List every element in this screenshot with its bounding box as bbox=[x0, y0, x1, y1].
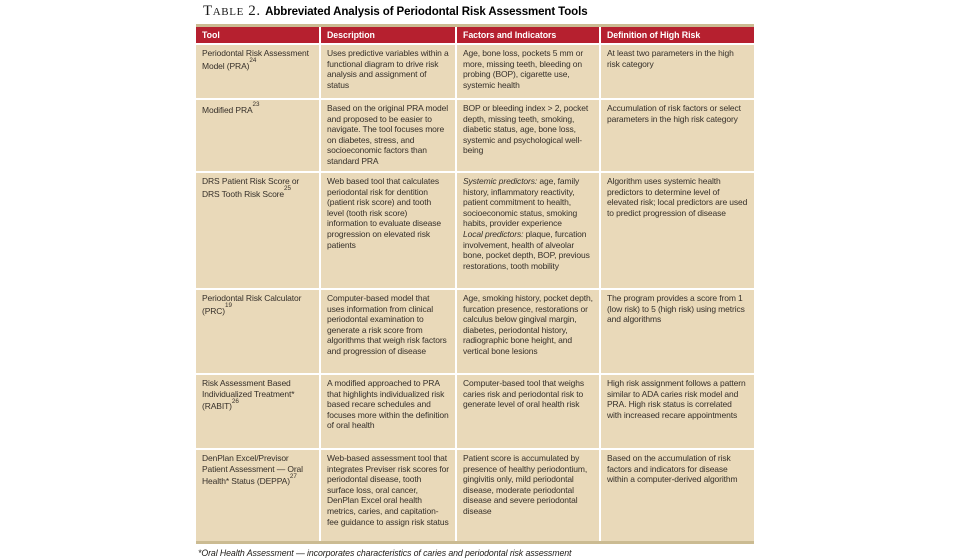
factors-cell: Patient score is accumulated by presence of healthy periodontium, gingivitis only, mild periodontal disease, moderate periodontal disease and severe periodontal disease bbox=[456, 449, 600, 543]
factors-cell: Age, bone loss, pockets 5 mm or more, missing teeth, bleeding on probing (BOP), cigarette use, systemic health bbox=[456, 44, 600, 99]
description-cell: Uses predictive variables within a functional diagram to drive risk analysis and assignment of status bbox=[320, 44, 456, 99]
table-figure bbox=[196, 3, 756, 558]
tool-cell bbox=[196, 449, 320, 543]
factors-cell bbox=[456, 172, 600, 289]
description-cell: Web based tool that calculates periodontal risk for dentition (patient risk score) and tooth level (tooth risk score) information to evaluate disease progression on elevated risk patients bbox=[320, 172, 456, 289]
table-row bbox=[196, 374, 754, 449]
systemic-predictors bbox=[463, 176, 593, 229]
tool-name: Modified PRA bbox=[202, 104, 253, 115]
description-cell: Based on the original PRA model and proposed to be easier to navigate. The tool focuses more on diabetes, stress, and socioeconomic factors than standard PRA bbox=[320, 99, 456, 172]
tool-citation: 27 bbox=[289, 472, 297, 480]
tool-citation: 24 bbox=[249, 57, 257, 64]
tool-name: DenPlan Excel/Previsor Patient Assessment — Oral Health* Status (DEPPA) bbox=[202, 453, 303, 487]
table-row bbox=[196, 44, 754, 99]
high-risk-cell: High risk assignment follows a pattern similar to ADA caries risk model and PRA. High risk status is correlated with increased recare appointments bbox=[600, 374, 754, 449]
tool-name: DRS Patient Risk Score or DRS Tooth Risk Score bbox=[202, 176, 300, 199]
table-row bbox=[196, 449, 754, 543]
high-risk-cell: At least two parameters in the high risk category bbox=[600, 44, 754, 99]
table-row bbox=[196, 172, 754, 289]
high-risk-cell: Based on the accumulation of risk factors and indicators for disease within a computer-derived algorithm bbox=[600, 449, 754, 543]
description-cell: Computer-based model that uses information from clinical periodontal examination to generate a risk score from algorithms that weigh risk factors and progression of disease bbox=[320, 289, 456, 374]
factors-cell: Computer-based tool that weighs caries risk and periodontal risk to generate level of oral health risk bbox=[456, 374, 600, 449]
description-cell: Web-based assessment tool that integrates Previser risk scores for periodontal disease, tooth surface loss, oral cancer, DenPlan Excel oral health metrics, caries, and capitation-fee guidance to assign risk status bbox=[320, 449, 456, 543]
tool-citation: 19 bbox=[225, 302, 233, 309]
risk-assessment-table bbox=[196, 24, 754, 544]
tool-cell bbox=[196, 99, 320, 172]
table-number-label: Table 2. bbox=[203, 3, 261, 19]
local-predictors-text: plaque, furcation involvement, health of alveolar bone, pocket depth, BOP, previous restorations, tooth mobility bbox=[463, 228, 590, 271]
tool-cell bbox=[196, 289, 320, 374]
header-description: Description bbox=[320, 26, 456, 45]
header-high-risk: Definition of High Risk bbox=[600, 26, 754, 45]
high-risk-cell: The program provides a score from 1 (low risk) to 5 (high risk) using metrics and algorithms bbox=[600, 289, 754, 374]
table-header-row bbox=[196, 26, 754, 45]
systemic-predictors-label: Systemic predictors: bbox=[463, 176, 538, 186]
local-predictors bbox=[463, 229, 593, 271]
table-title-text: Abbreviated Analysis of Periodontal Risk Assessment Tools bbox=[265, 6, 588, 18]
tool-cell bbox=[196, 374, 320, 449]
header-tool: Tool bbox=[196, 26, 320, 45]
tool-name: Periodontal Risk Assessment Model (PRA) bbox=[202, 48, 309, 71]
tool-citation: 26 bbox=[231, 397, 239, 405]
tool-name: Periodontal Risk Calculator (PRC) bbox=[202, 293, 302, 316]
description-cell: A modified approached to PRA that highlights individualized risk based recare schedules and focuses more within the definition of oral health bbox=[320, 374, 456, 449]
tool-cell bbox=[196, 44, 320, 99]
table-title bbox=[203, 3, 756, 20]
tool-citation: 25 bbox=[284, 185, 292, 192]
factors-cell: BOP or bleeding index > 2, pocket depth, missing teeth, smoking, diabetic status, age, bone loss, systemic and psychological well-being bbox=[456, 99, 600, 172]
tool-cell bbox=[196, 172, 320, 289]
high-risk-cell: Accumulation of risk factors or select parameters in the high risk category bbox=[600, 99, 754, 172]
high-risk-cell: Algorithm uses systemic health predictors to determine level of elevated risk; local predictors are used to predict progression of disease bbox=[600, 172, 754, 289]
systemic-predictors-text: age, family history, inflammatory reactivity, patient commitment to health, socioeconomic status, smoking habits, provider experience bbox=[463, 176, 580, 229]
local-predictors-label: Local predictors: bbox=[463, 228, 524, 239]
tool-name: Risk Assessment Based Individualized Treatment* (RABIT) bbox=[202, 378, 295, 412]
table-footnote: *Oral Health Assessment — incorporates characteristics of caries and periodontal risk assessment bbox=[198, 548, 572, 558]
table-row bbox=[196, 99, 754, 172]
factors-cell: Age, smoking history, pocket depth, furcation presence, restorations or calculus below gingival margin, diabetes, periodontal history, radiographic bone height, and vertical bone lesions bbox=[456, 289, 600, 374]
table-row bbox=[196, 289, 754, 374]
tool-citation: 23 bbox=[252, 101, 260, 109]
header-factors: Factors and Indicators bbox=[456, 26, 600, 45]
